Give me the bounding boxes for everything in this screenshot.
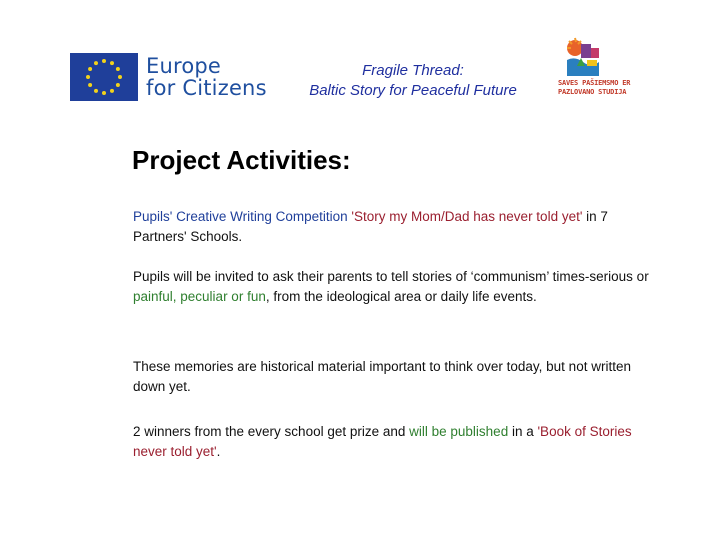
paragraph-invitation <box>133 267 653 307</box>
winners-text-mid: in a <box>508 424 538 439</box>
partner-logo-line1: SAVES PAŠIEMSMO ER <box>558 79 631 87</box>
invitation-text-end: , from the ideological area or daily life events. <box>265 289 537 304</box>
project-title <box>285 61 541 101</box>
paragraph-competition <box>133 207 653 247</box>
invitation-highlight: painful, peculiar or fun <box>133 289 266 304</box>
partner-logo-line2: PAZLOVANO STUDIJA <box>558 88 627 96</box>
section-heading: Project Activities: <box>132 145 351 175</box>
winners-published: will be published <box>409 424 509 439</box>
competition-name: Pupils' Creative Writing Competition <box>133 209 348 224</box>
partner-emblem-icon <box>563 36 603 78</box>
eu-logo-text <box>146 55 267 99</box>
partner-logo <box>558 36 650 100</box>
project-title-line2: Baltic Story for Peaceful Future <box>309 82 517 99</box>
eu-flag-icon <box>70 53 138 101</box>
paragraph-winners <box>133 422 653 462</box>
competition-title: 'Story my Mom/Dad has never told yet' <box>347 209 583 224</box>
eu-logo-line1: Europe <box>146 54 222 78</box>
winners-text-end: . <box>216 444 221 459</box>
winners-text-start: 2 winners from the every school get prize and <box>133 424 410 439</box>
eu-logo <box>70 53 267 101</box>
invitation-text-start: Pupils will be invited to ask their parents to tell stories of ‘communism’ times-serious or <box>133 269 649 284</box>
project-title-line1: Fragile Thread: <box>362 62 464 79</box>
competition-location: in 7 Partners' Schools. <box>133 209 608 244</box>
book-title: 'Book of Stories never told yet' <box>133 424 632 459</box>
eu-logo-line2: for Citizens <box>146 76 267 100</box>
partner-logo-caption <box>558 79 630 97</box>
paragraph-memories: These memories are historical material important to think over today, but not written down yet. <box>133 359 631 394</box>
